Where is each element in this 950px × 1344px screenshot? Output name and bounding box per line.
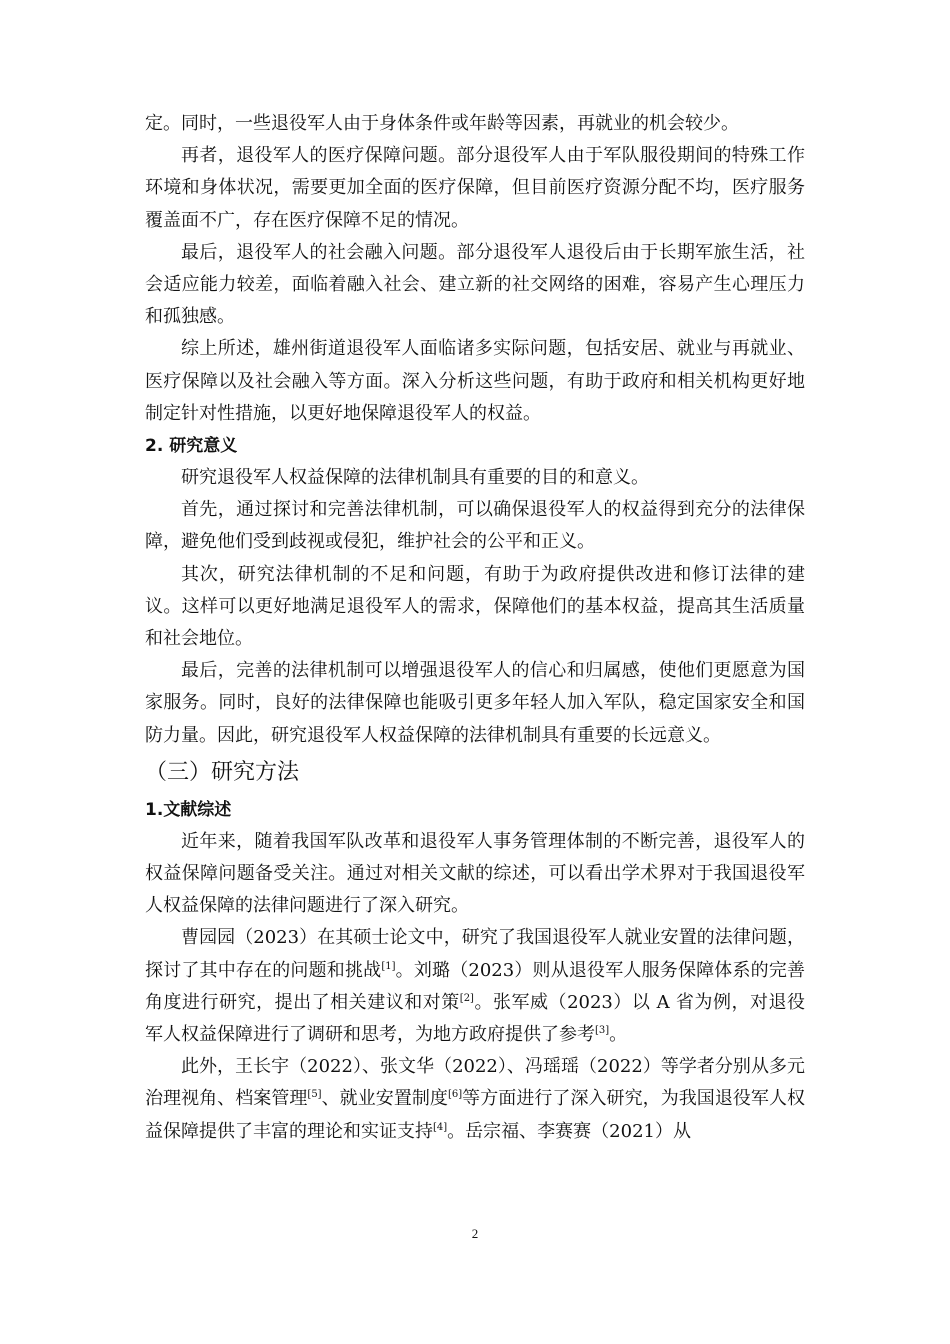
paragraph: 最后，退役军人的社会融入问题。部分退役军人退役后由于长期军旅生活，社会适应能力较差，面临着融入社会、建立新的社交网络的困难，容易产生心理压力和孤独感。 — [145, 241, 805, 328]
text-run: 此外，王长宇（2022）、张文华（2022）、冯瑶瑶（2022）等学者分别从多元治理视角、档案管理 — [145, 1056, 805, 1110]
subsection-heading-literature-review: 1.文献综述 — [145, 799, 232, 820]
paragraph-with-citations — [145, 922, 805, 1051]
paragraph: 近年来，随着我国军队改革和退役军人事务管理体制的不断完善，退役军人的权益保障问题备受关注。通过对相关文献的综述，可以看出学术界对于我国退役军人权益保障的法律问题进行了深入研究。 — [145, 830, 805, 917]
paragraph: 首先，通过探讨和完善法律机制，可以确保退役军人的权益得到充分的法律保障，避免他们受到歧视或侵犯，维护社会的公平和正义。 — [145, 499, 805, 553]
citation-ref: [2] — [459, 992, 474, 1004]
subsection-heading-significance: 2. 研究意义 — [145, 436, 238, 457]
page-number: 2 — [471, 1226, 479, 1241]
paragraph-with-citations — [145, 1051, 805, 1148]
text-run: 等方面进行了深入研究，为我国退役军人权益保障提供了丰富的理论和实证支持 — [145, 1088, 806, 1142]
section-heading-methods: （三）研究方法 — [145, 759, 300, 785]
paragraph: 综上所述，雄州街道退役军人面临诸多实际问题，包括安居、就业与再就业、医疗保障以及社会融入等方面。深入分析这些问题，有助于政府和相关机构更好地制定针对性措施，以更好地保障退役军人的权益。 — [145, 338, 805, 424]
citation-ref: [5] — [307, 1089, 322, 1101]
citation-ref: [3] — [595, 1025, 610, 1037]
text-run: 、就业安置制度 — [321, 1088, 448, 1110]
paragraph: 再者，退役军人的医疗保障问题。部分退役军人由于军队服役期间的特殊工作环境和身体状况，需要更加全面的医疗保障，但目前医疗资源分配不均，医疗服务覆盖面不广，存在医疗保障不足的情况。 — [145, 145, 805, 231]
paragraph: 其次，研究法律机制的不足和问题，有助于为政府提供改进和修订法律的建议。这样可以更好地满足退役军人的需求，保障他们的基本权益，提高其生活质量和社会地位。 — [145, 563, 805, 650]
citation-ref: [6] — [447, 1089, 463, 1101]
document-body — [145, 108, 805, 1148]
citation-ref: [4] — [433, 1121, 448, 1133]
text-run: 。刘璐（2023）则从退役军人服务保障体系的完善角度进行研究，提出了相关建议和对策 — [145, 959, 806, 1013]
text-run: 。张军威（2023）以 A 省为例，对退役军人权益保障进行了调研和思考，为地方政府提供了参考 — [145, 991, 806, 1046]
citation-ref: [1] — [381, 960, 396, 972]
paragraph: 研究退役军人权益保障的法律机制具有重要的目的和意义。 — [181, 467, 649, 489]
text-run: 。 — [609, 1024, 628, 1046]
paragraph: 定。同时，一些退役军人由于身体条件或年龄等因素，再就业的机会较少。 — [145, 113, 739, 134]
text-run: 曹园园（2023）在其硕士论文中，研究了我国退役军人就业安置的法律问题，探讨了其中存在的问题和挑战 — [145, 927, 805, 981]
paragraph: 最后，完善的法律机制可以增强退役军人的信心和归属感，使他们更愿意为国家服务。同时，良好的法律保障也能吸引更多年轻人加入军队，稳定国家安全和国防力量。因此，研究退役军人权益保障的法律机制具有重要的长远意义。 — [145, 660, 805, 746]
text-run: 。岳宗福、李赛赛（2021）从 — [447, 1120, 691, 1142]
